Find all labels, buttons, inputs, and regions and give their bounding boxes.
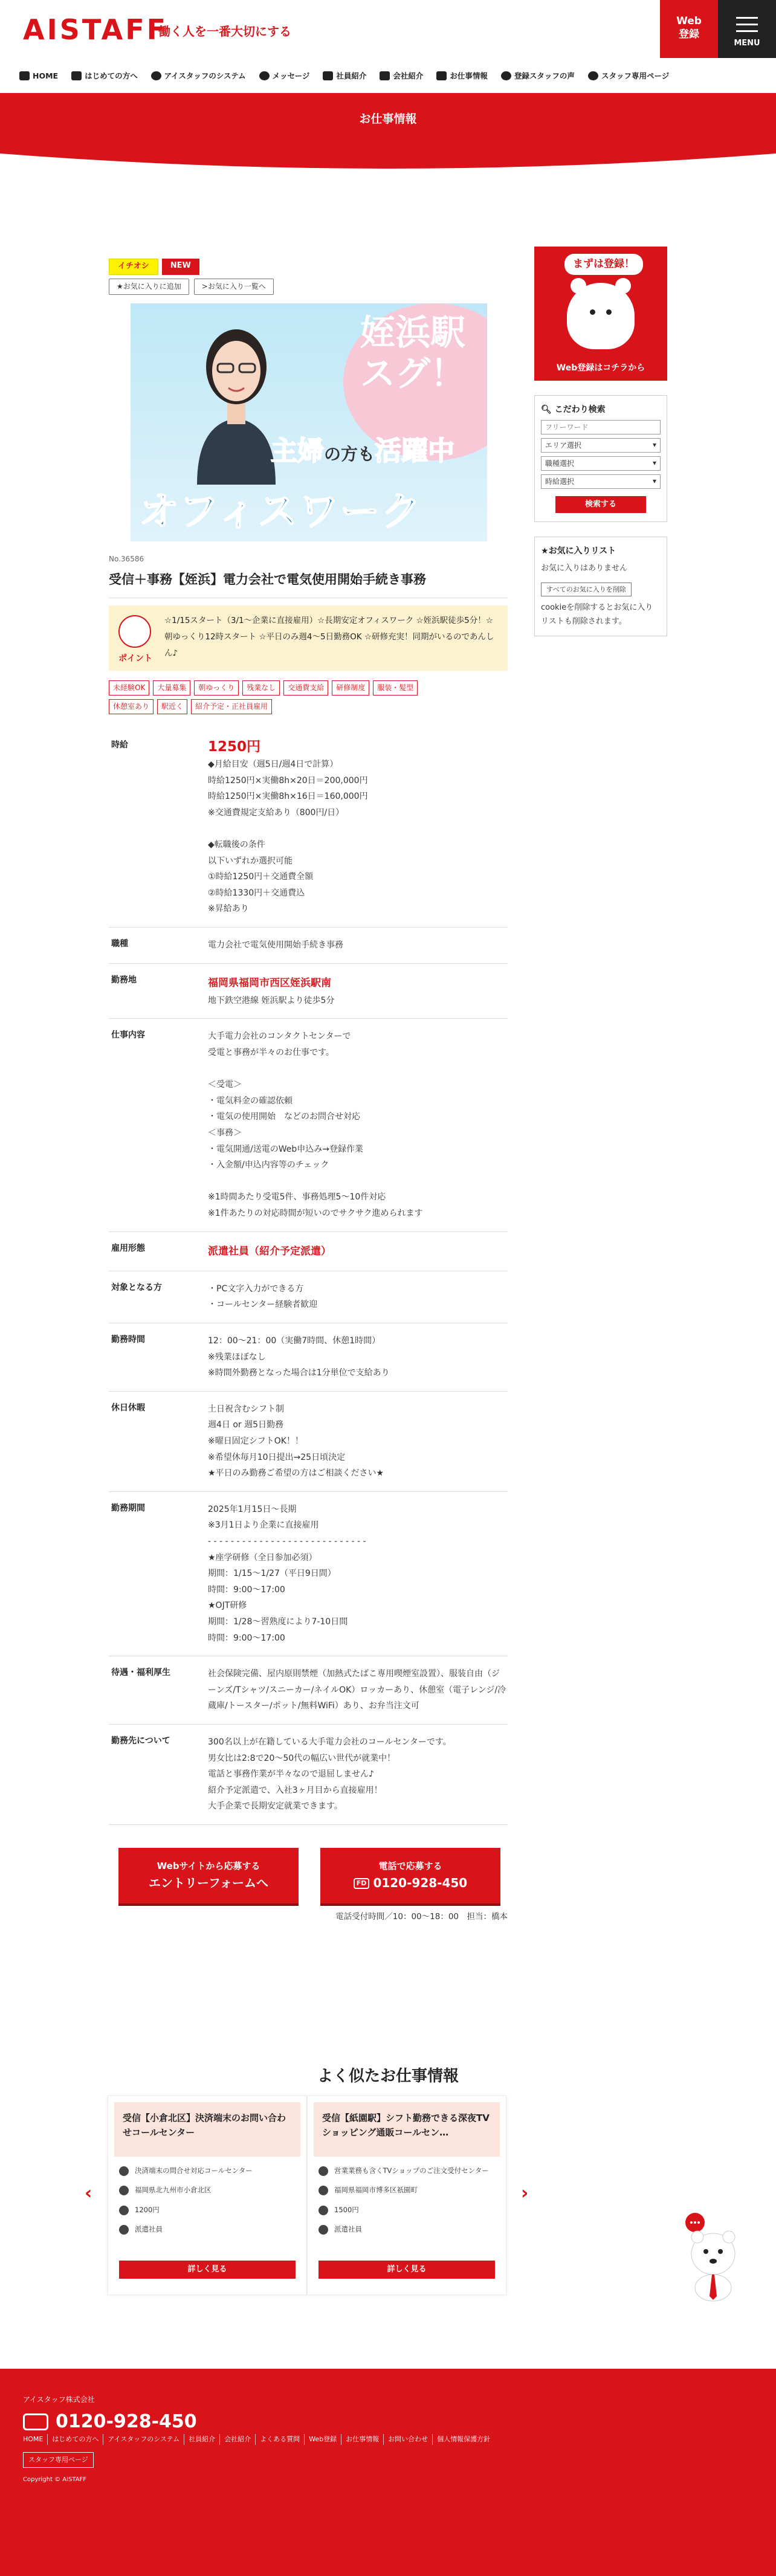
nav-label: 会社紹介 xyxy=(393,71,424,80)
card-place: 福岡県北九州市小倉北区 xyxy=(135,2186,212,2195)
detail-value xyxy=(208,729,508,927)
page-title-band xyxy=(0,93,776,172)
search-title-text: こだわり検索 xyxy=(554,405,606,415)
job-tags xyxy=(109,259,508,275)
polar-bear-mascot-icon xyxy=(677,2212,743,2302)
location-pin-icon xyxy=(119,2186,129,2195)
favorite-actions xyxy=(109,279,508,295)
similar-jobs-title: よく似たお仕事情報 xyxy=(317,2067,459,2085)
card-type: 派遣社員 xyxy=(135,2225,163,2234)
person-icon xyxy=(588,71,598,80)
hero-line3c: 活躍中 xyxy=(375,435,455,466)
footer-link[interactable]: 社員紹介 xyxy=(184,2434,220,2445)
footer-link[interactable]: はじめての方へ xyxy=(48,2434,103,2445)
similar-job-title: 受信【紙園駅】シフト勤務できる深夜TVショッピング通販コールセン… xyxy=(314,2102,500,2157)
add-favorite-button[interactable]: ★お気に入りに追加 xyxy=(109,279,189,295)
card-place: 福岡県福岡市博多区祇園町 xyxy=(334,2186,418,2195)
detail-label: 雇用形態 xyxy=(109,1232,208,1271)
detail-row-job-type xyxy=(109,927,508,963)
footer-link[interactable]: 個人情報保護方針 xyxy=(437,2435,491,2443)
mascot-face-icon xyxy=(118,615,151,648)
footer-tel-number: 0120-928-450 xyxy=(56,2411,197,2432)
hero-housewife-text xyxy=(271,430,454,473)
card-more-button[interactable]: 詳しく見る xyxy=(119,2261,296,2279)
detail-row-company xyxy=(109,1724,508,1824)
nav-staff-intro[interactable] xyxy=(323,70,366,82)
feature-chip: 研修制度 xyxy=(332,680,369,696)
feature-chip: 残業なし xyxy=(242,680,280,696)
favorite-cookie-note: cookieを削除するとお気に入りリストも削除されます。 xyxy=(541,603,653,626)
menu-button[interactable] xyxy=(718,0,776,58)
copyright: Copyright © AISTAFF xyxy=(23,2476,87,2483)
nav-label: メッセージ xyxy=(272,71,310,80)
yen-icon xyxy=(318,2206,328,2215)
detail-row-employment xyxy=(109,1232,508,1271)
ichioshi-badge: イチオシ xyxy=(109,259,158,275)
detail-row-period xyxy=(109,1491,508,1656)
hero-line3a: 主婦 xyxy=(271,435,324,466)
job-number: No.36586 xyxy=(109,554,144,563)
location-pin-icon xyxy=(318,2186,328,2195)
favorite-list-box xyxy=(534,537,667,636)
card-place-row xyxy=(119,2184,299,2195)
web-apply-big: エントリーフォームへ xyxy=(149,1875,268,1890)
detail-value xyxy=(208,963,508,1019)
footer-link[interactable]: お仕事情報 xyxy=(341,2434,384,2445)
search-box xyxy=(534,395,667,522)
wage-highlight: 1250円 xyxy=(208,739,261,755)
footer-link[interactable]: アイスタッフのシステム xyxy=(103,2434,184,2445)
beginner-mark-icon xyxy=(71,71,82,80)
nav-beginner[interactable] xyxy=(71,70,138,82)
page-title: お仕事情報 xyxy=(359,112,417,126)
feature-chip: 休憩室あり xyxy=(109,699,154,714)
hero-line3b: の方も xyxy=(324,444,375,464)
location-highlight: 福岡県福岡市西区姪浜駅南 xyxy=(208,976,331,989)
web-apply-small: Webサイトから応募する xyxy=(157,1860,260,1871)
web-register-line2: 登録 xyxy=(679,28,699,40)
detail-label: 対象となる方 xyxy=(109,1271,208,1323)
register-banner-label: Web登録はコチラから xyxy=(556,363,645,373)
job-detail xyxy=(109,172,508,1924)
favorite-list-title-text: お気に入りリスト xyxy=(548,546,616,557)
nav-label: HOME xyxy=(33,71,59,80)
hamburger-icon xyxy=(736,17,758,37)
job-title: 受信＋事務【姪浜】電力会社で電気使用開始手続き事務 xyxy=(109,570,508,598)
register-bubble: まずは登録！ xyxy=(564,254,643,275)
nav-label: 社員紹介 xyxy=(336,71,367,80)
card-desc-row xyxy=(318,2165,499,2176)
footer-link[interactable]: お問い合わせ xyxy=(384,2434,433,2445)
band-wave-shape xyxy=(0,141,776,172)
nav-label: アイスタッフのシステム xyxy=(164,71,246,80)
nav-system[interactable] xyxy=(151,70,246,82)
nav-staff-page[interactable] xyxy=(588,70,669,82)
nav-jobs[interactable] xyxy=(436,70,488,82)
speech-bubble-icon xyxy=(259,71,270,80)
favorite-list-link[interactable]: >お気に入り一覧へ xyxy=(194,279,274,295)
person-icon xyxy=(119,2225,129,2235)
web-register-line1: Web xyxy=(676,15,702,27)
web-register-banner[interactable] xyxy=(534,247,667,381)
free-dial-icon xyxy=(23,2413,48,2430)
detail-value: 大手電力会社のコンタクトセンターで 受電と事務が半々のお仕事です。 ＜受電＞ ・電気料金の確認依頼 ・電気の使用開始 などのお問合せ対応 ＜事務＞ ・電気開通/送電のWeb申込み→登録作業 ・入金額/申込内容等のチェック ※1時間あたり受電5件、事務処理5～10件対応 ※1件あたりの対応時間が短いのでサクサク進められます xyxy=(208,1019,508,1232)
card-more-button[interactable]: 詳しく見る xyxy=(318,2261,495,2279)
card-type: 派遣社員 xyxy=(334,2225,362,2234)
detail-value: 社会保険完備、屋内原則禁煙（加熱式たばこ専用喫煙室設置）、服装自由（ジーンズ/Tシャツ/スニーカー/ネイルOK）ロッカーあり、休憩室（電子レンジ/冷蔵庫/トースター/ポット/無料WiFi）あり、お弁当注文可 xyxy=(208,1656,508,1725)
footer-nav xyxy=(23,2434,494,2445)
global-nav xyxy=(0,59,776,93)
hero-line1: 姪浜駅 xyxy=(360,311,466,353)
clear-favorites-button[interactable]: すべてのお気に入りを削除 xyxy=(541,583,632,597)
favorite-list-title xyxy=(541,544,661,558)
yen-icon xyxy=(119,2206,129,2215)
card-wage: 1200円 xyxy=(135,2205,160,2214)
card-wage: 1500円 xyxy=(334,2205,359,2214)
feature-chip: 交通費支給 xyxy=(283,680,328,696)
footer-tel[interactable] xyxy=(23,2407,197,2436)
job-hero-image xyxy=(131,303,487,541)
favorite-empty-text: お気に入りはありません xyxy=(541,563,628,573)
nav-home[interactable] xyxy=(19,70,58,82)
nav-label: お仕事情報 xyxy=(450,71,488,80)
detail-value: 土日祝含むシフト制 週4日 or 週5日勤務 ※曜日固定シフトOK！！ ※希望休毎月10日提出→25日頃決定 ★平日のみ勤務ご希望の方はご相談ください★ xyxy=(208,1391,508,1491)
site-tagline: 働く人を一番大切にする xyxy=(158,24,291,39)
feature-chip: 紹介予定・正社員雇用 xyxy=(191,699,272,714)
card-wage-row xyxy=(318,2204,499,2215)
site-logo[interactable]: AISTAFF xyxy=(23,13,169,46)
footer-staff-page-button[interactable]: スタッフ専用ページ xyxy=(23,2452,94,2468)
bear-mascot-icon xyxy=(567,283,635,349)
menu-label: MENU xyxy=(734,39,760,48)
detail-label: 職種 xyxy=(109,927,208,963)
detail-label: 勤務時間 xyxy=(109,1323,208,1392)
apply-buttons xyxy=(118,1848,508,1903)
free-word-input[interactable] xyxy=(541,420,661,434)
card-desc: 決済端末の問合せ対応コールセンター xyxy=(135,2166,253,2175)
point-label: ポイント xyxy=(118,653,152,663)
wage-select[interactable]: 時給選択 ▾ xyxy=(541,474,661,489)
detail-text: ◆月給目安（週5日/週4日で計算） 時給1250円×実働8h×20日＝200,000円 時給1250円×実働8h×16日＝160,000円 ※交通費規定支給あり（800円/日） ◆転職後の条件 以下いずれか選択可能 ①時給1250円＋交通費全額 ②時給1330円＋交通費込 ※昇給あり xyxy=(208,760,368,914)
briefcase-icon xyxy=(436,71,447,80)
search-icon: 🔍︎ xyxy=(541,405,555,415)
carousel-next-arrow-icon[interactable]: › xyxy=(521,2183,529,2204)
detail-label: 待遇・福利厚生 xyxy=(109,1656,208,1725)
detail-row-hours xyxy=(109,1323,508,1392)
sidebar xyxy=(534,172,667,636)
tel-apply-number xyxy=(320,1873,500,1893)
hero-line2: スグ！ xyxy=(360,352,466,394)
card-place-row xyxy=(318,2184,499,2195)
point-text: ☆1/15スタート（3/1～企業に直接雇用）☆長期安定オフィスワーク ☆姪浜駅徒歩5分！☆朝ゆっくり12時スタート ☆平日のみ週4～5日勤務OK ☆研修充実！同期がいるのであんしん♪ xyxy=(164,615,494,658)
detail-row-holidays xyxy=(109,1391,508,1491)
bear-eyes xyxy=(587,309,614,315)
detail-value: 300名以上が在籍している大手電力会社のコールセンターです。 男女比は2:8で20～50代の幅広い世代が就業中！ 電話と事務作業が半々なので退屈しません♪ 紹介予定派遣で、入社3ヶ月目から直接雇用！ 大手企業で長期安定就業できます。 xyxy=(208,1724,508,1824)
tel-hours-note: 電話受付時間／10：00～18：00 担当：橋本 xyxy=(335,1911,508,1922)
tel-apply-button[interactable] xyxy=(320,1848,500,1903)
detail-row-benefits xyxy=(109,1656,508,1725)
detail-label: 休日休暇 xyxy=(109,1391,208,1491)
detail-label: 勤務期間 xyxy=(109,1491,208,1656)
nav-message[interactable] xyxy=(259,70,310,82)
detail-value: 12：00～21：00（実働7時間、休憩1時間） ※残業ほぼなし ※時間外勤務となった場合は1分単位で支給あり xyxy=(208,1323,508,1392)
detail-label: 仕事内容 xyxy=(109,1019,208,1232)
detail-row-wage xyxy=(109,729,508,927)
card-desc: 営業業務も含くTVショップのご注文受付センター xyxy=(334,2166,489,2175)
detail-row-target xyxy=(109,1271,508,1323)
id-card-icon xyxy=(323,71,333,80)
detail-label: 勤務地 xyxy=(109,963,208,1019)
nav-voices[interactable] xyxy=(501,70,575,82)
card-desc-row xyxy=(119,2165,299,2176)
job-detail-table xyxy=(109,729,508,1825)
area-select[interactable]: エリア選択 ▾ xyxy=(541,438,661,453)
detail-value: 2025年1月15日～長期 ※3月1日より企業に直接雇用 - - - - - - - - - - - - - - - - - - - - - - - - - - - - ★座学研修（全日参加必須） 期間：1/15～1/27（平日9日間） 時間：9:00～17:00 ★OJT研修 期間：1/28～習熟度により7-10日間 時間：9:00～17:00 xyxy=(208,1491,508,1656)
tel-number-text: 0120-928-450 xyxy=(373,1875,468,1890)
detail-row-location xyxy=(109,963,508,1019)
chat-icon xyxy=(501,71,511,80)
similar-job-card[interactable] xyxy=(108,2096,307,2295)
feature-chip: 服装・髪型 xyxy=(373,680,418,696)
detail-label: 勤務先について xyxy=(109,1724,208,1824)
web-apply-button[interactable] xyxy=(118,1848,299,1903)
job-point-box xyxy=(109,605,508,671)
carousel-prev-arrow-icon[interactable]: ‹ xyxy=(85,2183,92,2204)
site-footer xyxy=(0,2369,776,2576)
search-button[interactable]: 検索する xyxy=(555,496,646,513)
detail-text: 地下鉄空港線 姪浜駅より徒歩5分 xyxy=(208,995,335,1006)
detail-value: 電力会社で電気使用開始手続き事務 xyxy=(208,927,508,963)
tel-apply-small: 電話で応募する xyxy=(378,1860,442,1871)
feature-chip: 駅近く xyxy=(157,699,187,714)
nav-label: はじめての方へ xyxy=(85,71,138,80)
detail-label: 時給 xyxy=(109,729,208,927)
home-icon xyxy=(19,71,30,80)
building-icon xyxy=(119,2166,129,2176)
similar-jobs-carousel xyxy=(108,2096,506,2295)
card-type-row xyxy=(119,2224,299,2235)
footer-company: アイスタッフ株式会社 xyxy=(23,2395,95,2404)
card-wage-row xyxy=(119,2204,299,2215)
card-type-row xyxy=(318,2224,499,2235)
building-icon xyxy=(380,71,390,80)
hero-station-text xyxy=(360,312,465,394)
new-badge: NEW xyxy=(162,259,199,275)
footer-link[interactable]: よくある質問 xyxy=(256,2434,305,2445)
nav-label: 登録スタッフの声 xyxy=(514,71,575,80)
job-type-select[interactable]: 職種選択 ▾ xyxy=(541,456,661,471)
free-dial-icon: FD xyxy=(354,1878,370,1889)
feature-chip: 朝ゆっくり xyxy=(194,680,239,696)
gear-icon xyxy=(151,71,161,80)
detail-value xyxy=(208,1232,508,1271)
employment-highlight: 派遣社員（紹介予定派遣） xyxy=(208,1245,331,1257)
feature-chip: 未経験OK xyxy=(109,680,149,696)
similar-job-card[interactable] xyxy=(307,2096,506,2295)
detail-row-work-content xyxy=(109,1019,508,1232)
feature-chips xyxy=(109,680,447,714)
footer-link[interactable]: HOME xyxy=(23,2434,48,2445)
search-title xyxy=(541,403,661,416)
site-header xyxy=(0,0,776,59)
building-icon xyxy=(318,2166,328,2176)
star-icon: ★ xyxy=(541,546,549,557)
footer-link[interactable]: 会社紹介 xyxy=(220,2434,256,2445)
person-icon xyxy=(318,2225,328,2235)
web-register-button[interactable] xyxy=(660,0,718,58)
nav-company[interactable] xyxy=(380,70,423,82)
nav-label: スタッフ専用ページ xyxy=(601,71,670,80)
detail-value: ・PC文字入力ができる方 ・コールセンター経験者歓迎 xyxy=(208,1271,508,1323)
similar-job-title: 受信【小倉北区】決済端末のお問い合わせコールセンター xyxy=(114,2102,300,2157)
hero-office-work-text: オフィスワーク xyxy=(139,488,422,535)
feature-chip: 大量募集 xyxy=(153,680,190,696)
footer-link[interactable]: Web登録 xyxy=(305,2434,341,2445)
